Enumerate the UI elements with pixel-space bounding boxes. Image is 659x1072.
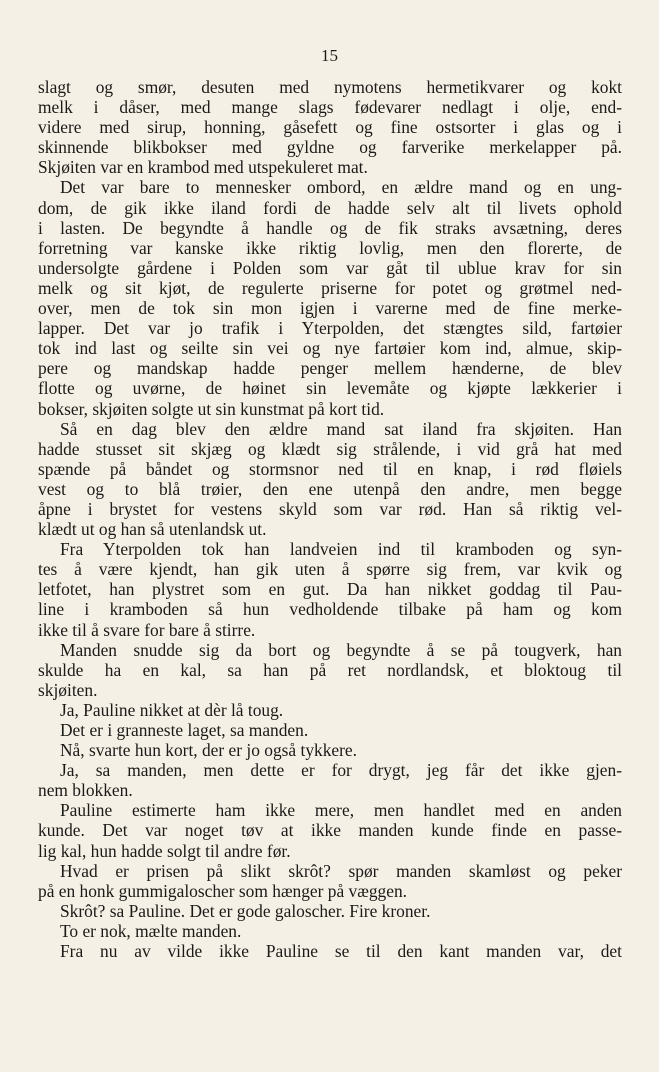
text-line: line i kramboden så hun vedholdende tilbake på ham og kom: [38, 599, 622, 620]
text-line: melk i dåser, med mange slags fødevarer nedlagt i olje, end-: [38, 97, 622, 118]
text-line: Skrôt? sa Pauline. Det er gode galoscher. Fire kroner.: [60, 900, 431, 921]
text-line: Det er i granneste laget, sa manden.: [60, 720, 309, 740]
text-line: forretning var kanske ikke riktig lovlig, men den florerte, de: [38, 237, 622, 258]
text-line: Det var bare to mennesker ombord, en ældre mand og en ung-: [60, 177, 622, 198]
text-line: spænde på båndet og stormsnor ned til en knap, i rød fløiels: [38, 458, 622, 479]
text-line: pere og mandskap hadde penger mellem hænderne, de blev: [38, 358, 622, 379]
text-line: bokser, skjøiten solgte ut sin kunstmat på kort tid.: [38, 398, 385, 419]
text-line: Ja, sa manden, men dette er for drygt, jeg får det ikke gjen-: [60, 760, 622, 781]
text-line: To er nok, mælte manden.: [60, 920, 242, 941]
text-line: i lasten. De begyndte å handle og de fik straks avsætning, deres: [38, 217, 622, 238]
page-number: 15: [321, 46, 338, 65]
text-line: melk og sit kjøt, de regulerte priserne for potet og grøtmel ned-: [38, 277, 622, 298]
text-line: undersolgte gårdene i Polden som var gåt til ublue krav for sin: [38, 257, 622, 278]
text-line: lig kal, hun hadde solgt til andre før.: [38, 840, 291, 861]
text-line: åpne i brystet for vestens skyld som var rød. Han så riktig vel-: [38, 498, 622, 519]
text-line: Fra Yterpolden tok han landveien ind til kramboden og syn-: [60, 539, 622, 560]
text-line: skinnende blikbokser med gyldne og farverike merkelapper på.: [38, 137, 622, 158]
text-line: Skjøiten var en krambod med utspekuleret mat.: [38, 157, 368, 178]
text-line: slagt og smør, desuten med nymotens hermetikvarer og kokt: [38, 77, 622, 97]
text-line: Nå, svarte hun kort, der er jo også tykkere.: [60, 740, 357, 761]
text-line: dom, de gik ikke iland fordi de hadde selv alt til livets ophold: [38, 197, 622, 218]
text-line: klædt ut og han så utenlandsk ut.: [38, 519, 267, 540]
text-line: skulde ha en kal, sa han på ret nordlandsk, et bloktoug til: [38, 659, 622, 680]
text-line: tok ind last og seilte sin vei og nye fartøier kom ind, almue, skip-: [38, 338, 622, 359]
text-line: Ja, Pauline nikket at dèr lå toug.: [60, 699, 284, 720]
text-line: letfotet, han plystret som en gut. Da han nikket goddag til Pau-: [38, 579, 622, 600]
text-line: Pauline estimerte ham ikke mere, men handlet med en anden: [60, 800, 622, 821]
text-line: Manden snudde sig da bort og begyndte å se på tougverk, han: [60, 639, 622, 660]
text-line: vest og to blå trøier, den ene utenpå den andre, men begge: [38, 478, 622, 499]
text-line: flotte og uvørne, de høinet sin levemåte og kjøpte lækkerier i: [38, 378, 622, 399]
text-line: hadde stusset sit skjæg og klædt sig strålende, i vid grå hat med: [38, 438, 622, 459]
text-line: ikke til å svare for bare å stirre.: [38, 619, 256, 640]
text-line: lapper. Det var jo trafik i Yterpolden, det stængtes sild, fartøier: [38, 318, 622, 339]
text-line: videre med sirup, honning, gåsefett og fine ostsorter i glas og i: [38, 117, 622, 138]
text-line: over, men de tok sin mon igjen i varerne med de fine merke-: [38, 298, 622, 319]
text-line: nem blokken.: [38, 780, 133, 801]
text-line: på en honk gummigaloscher som hænger på væggen.: [38, 880, 407, 901]
body-text: [38, 77, 622, 961]
text-line: Hvad er prisen på slikt skrôt? spør manden skamløst og peker: [60, 860, 622, 881]
text-line: tes å være kjendt, han gik uten å spørre sig frem, var kvik og: [38, 559, 622, 580]
text-line: Fra nu av vilde ikke Pauline se til den kant manden var, det: [60, 941, 622, 962]
text-line: Så en dag blev den ældre mand sat iland fra skjøiten. Han: [60, 418, 622, 439]
text-line: kunde. Det var noget tøv at ikke manden kunde finde en passe-: [38, 820, 622, 841]
text-line: skjøiten.: [38, 679, 98, 700]
